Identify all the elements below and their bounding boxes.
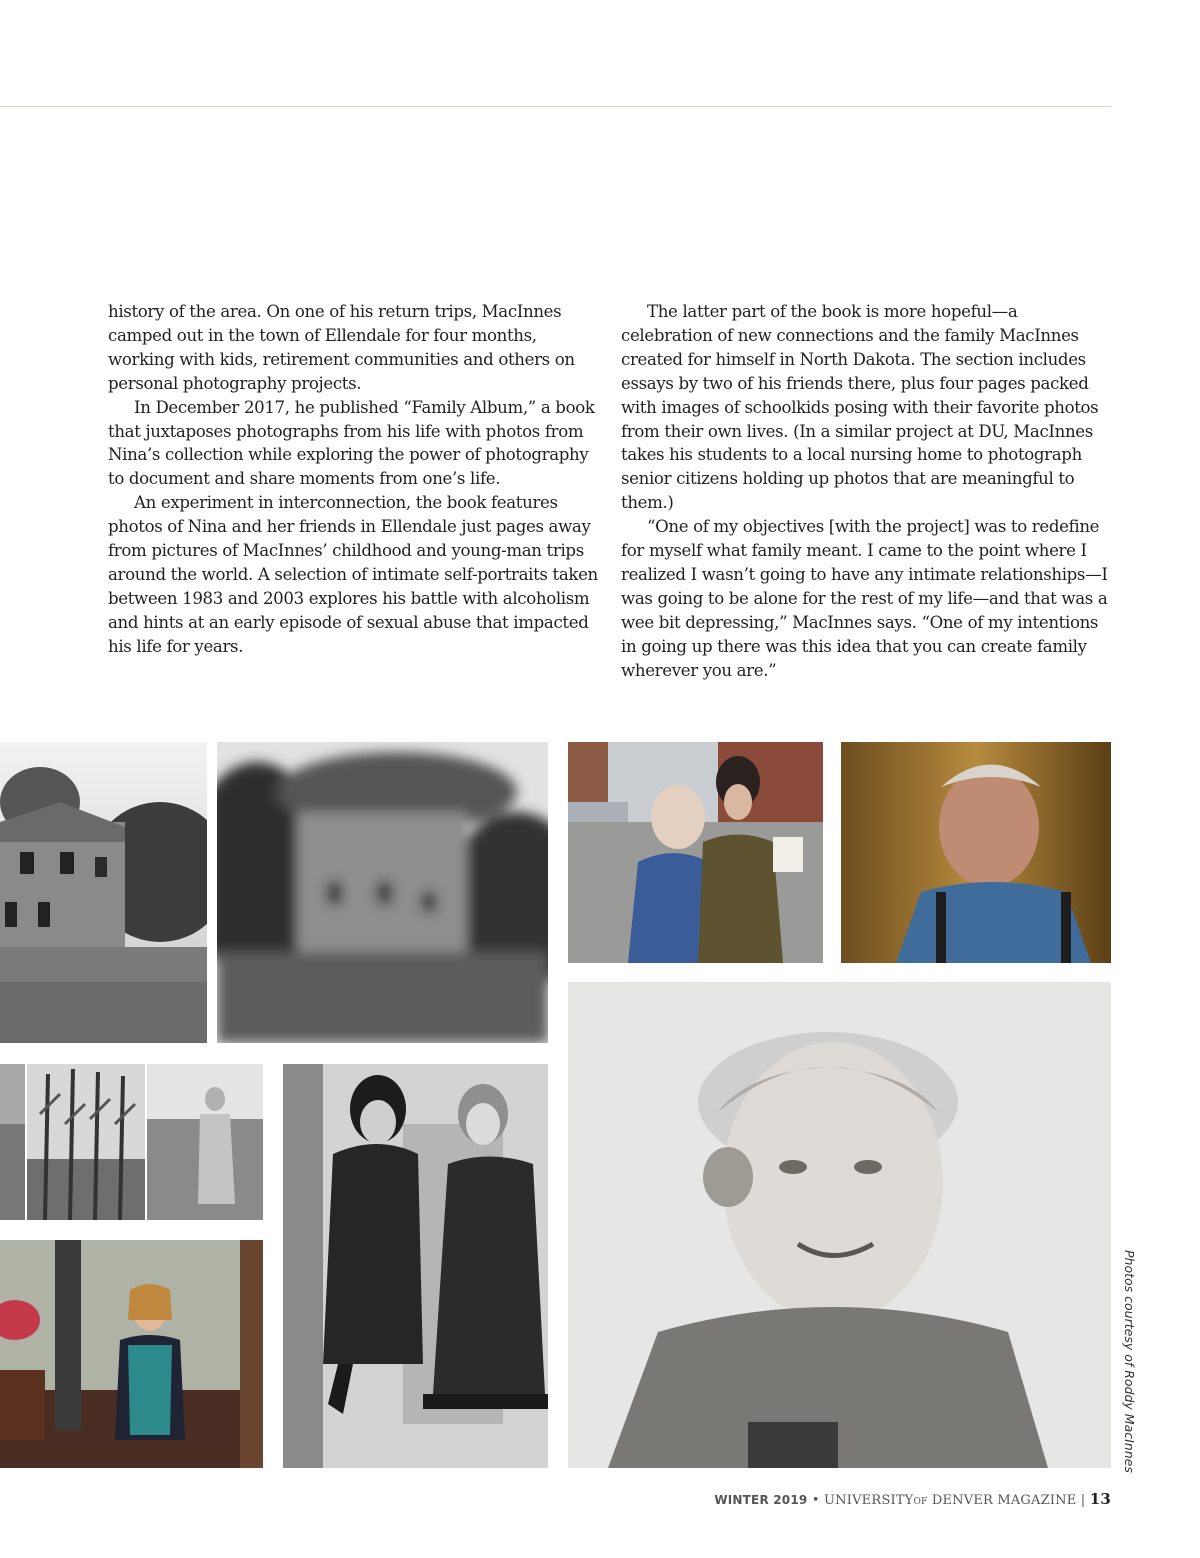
article-column-left — [108, 300, 598, 659]
photo-abandoned-house — [0, 742, 207, 1043]
paragraph: history of the area. On one of his return trips, MacInnes camped out in the town of Ellendale for four months, working with kids, retirement communities and others on personal photography projects. — [108, 302, 575, 393]
article-column-right — [621, 300, 1111, 683]
photo-cornfield-triptych — [0, 1064, 263, 1220]
photo-woman-with-mannequin — [568, 742, 823, 963]
photo-girl-in-schoolroom — [0, 1240, 263, 1468]
publication-name-of: OF — [913, 1497, 928, 1507]
paragraph: In December 2017, he published “Family Album,” a book that juxtaposes photographs from his life with photos from Nina’s collection while exploring the power of photography to document and share moments from one’s life. — [108, 397, 595, 489]
paragraph: An experiment in interconnection, the book features photos of Nina and her friends in Ellendale just pages away from pictures of MacInnes’ childhood and young-man trips around the world. A selection of intimate self-portraits taken between 1983 and 2003 explores his battle with alcoholism and hints at an early episode of sexual abuse that impacted his life for years. — [108, 493, 598, 656]
page-footer — [714, 1490, 1111, 1508]
photo-two-women-vintage — [283, 1064, 548, 1468]
photo-elderly-man — [841, 742, 1111, 963]
page-number: 13 — [1089, 1490, 1111, 1508]
publication-name-part1: UNIVERSITY — [824, 1493, 914, 1508]
footer-divider: | — [1080, 1493, 1086, 1508]
header-rule — [0, 106, 1111, 107]
photo-credit: Photos courtesy of Roddy MacInnes — [1122, 1250, 1137, 1473]
paragraph: “One of my objectives [with the project] was to redefine for myself what family meant. I came to the point where I realized I wasn’t going to have any intimate relationships—I was going to be alone for the rest of my life—and that was a wee bit depressing,” MacInnes says. “One of my intentions in going up there was this idea that you can create family wherever you are.” — [621, 517, 1108, 680]
photo-blurred-house — [217, 742, 548, 1043]
issue-season: WINTER 2019 — [714, 1493, 808, 1507]
photo-young-woman-portrait — [568, 982, 1111, 1468]
paragraph: The latter part of the book is more hopeful—a celebration of new connections and the family MacInnes created for himself in North Dakota. The section includes essays by two of his friends there, plus four pages packed with images of schoolkids posing with their favorite photos from their own lives. (In a similar project at DU, MacInnes takes his students to a local nursing home to photograph senior citizens holding up photos that are meaningful to them.) — [621, 302, 1099, 513]
publication-name-part2: DENVER MAGAZINE — [931, 1493, 1077, 1508]
footer-bullet: • — [811, 1493, 820, 1508]
